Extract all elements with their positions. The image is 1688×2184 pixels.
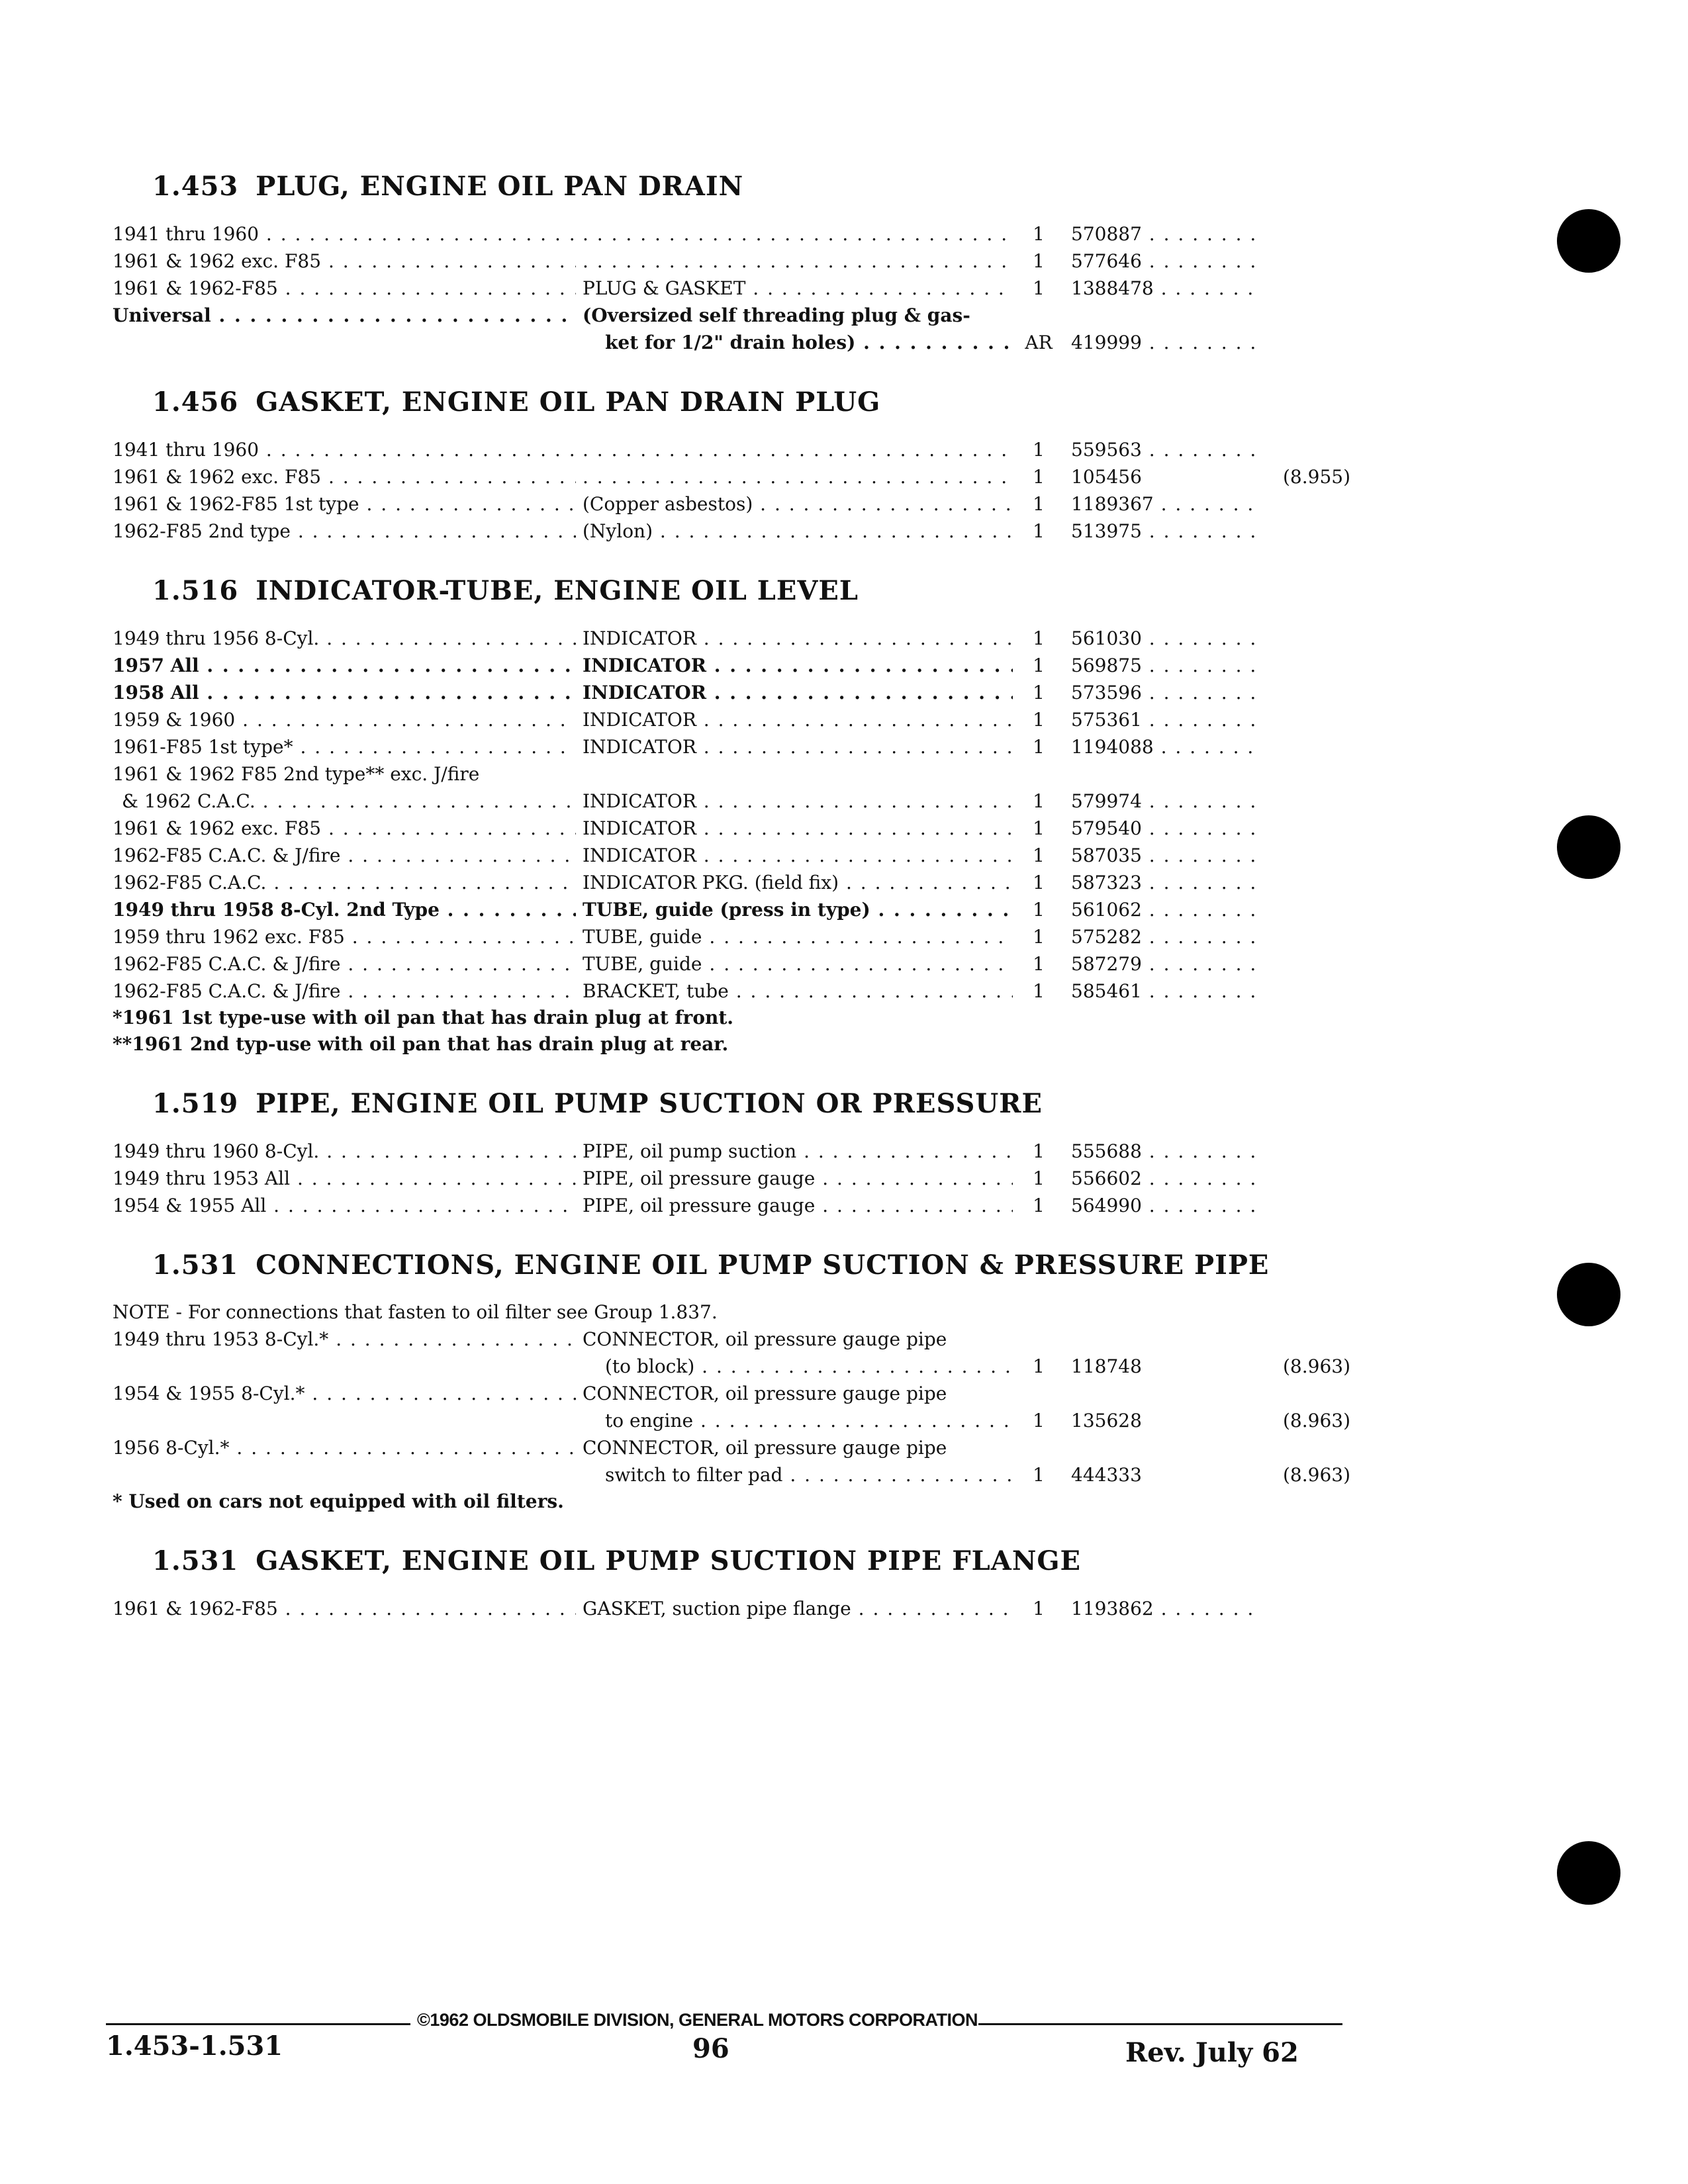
model-applicability: 1961 & 1962-F85 . . . [113, 1595, 576, 1622]
model-applicability: & 1962 C.A.C. . . . [113, 788, 576, 815]
model-applicability: 1958 All . . . [113, 679, 576, 706]
part-description [576, 463, 1013, 490]
quantity: 1 [1033, 493, 1045, 515]
part-number: 555688 . . . [1064, 1138, 1263, 1165]
part-description: switch to filter pad . . . [576, 1461, 1013, 1488]
quantity: 1 [1033, 223, 1045, 245]
part-number: 105456 [1071, 466, 1142, 488]
part-number: 513975 . . . [1064, 518, 1263, 545]
copyright-notice: ©1962 OLDSMOBILE DIVISION, GENERAL MOTORS CORPORATION [417, 2010, 978, 2030]
section-heading [152, 1545, 1350, 1576]
part-row [113, 923, 1350, 950]
section-title: PIPE, ENGINE OIL PUMP SUCTION OR PRESSURE [256, 1088, 1043, 1119]
part-row [113, 733, 1350, 760]
section-note: NOTE - For connections that fasten to oil filter see Group 1.837. [113, 1301, 718, 1323]
section-heading [152, 1250, 1350, 1281]
part-number: 575361 . . . [1064, 706, 1263, 733]
model-applicability: 1962-F85 C.A.C. . . . [113, 869, 576, 896]
part-row [113, 1461, 1350, 1488]
part-description: (Oversized self threading plug & gas- [583, 304, 970, 326]
model-applicability: 1962-F85 C.A.C. & J/fire . . . [113, 842, 576, 869]
group-range: 1.453-1.531 [106, 2030, 283, 2062]
revision-date: Rev. July 62 [1125, 2037, 1299, 2068]
quantity: 1 [1033, 250, 1045, 272]
model-applicability: 1961 & 1962 F85 2nd type** exc. J/fire [113, 763, 480, 785]
part-number: 569875 . . . [1064, 652, 1263, 679]
model-applicability: 1961 & 1962 exc. F85 . . . [113, 248, 576, 275]
part-number: 577646 . . . [1064, 248, 1263, 275]
part-row [113, 220, 1350, 248]
model-applicability: 1961 & 1962-F85 . . . [113, 275, 576, 302]
model-applicability: 1961 & 1962-F85 1st type . . . [113, 490, 576, 518]
model-applicability: 1949 thru 1960 8-Cyl. . . . [113, 1138, 576, 1165]
part-number: 587323 . . . [1064, 869, 1263, 896]
quantity: 1 [1033, 1167, 1045, 1189]
quantity: 1 [1033, 655, 1045, 676]
part-description: INDICATOR . . . [576, 652, 1013, 679]
part-description: BRACKET, tube . . . [576, 978, 1013, 1005]
part-number: 135628 [1071, 1410, 1142, 1432]
part-row [113, 842, 1350, 869]
section-number: 1.453 [152, 171, 239, 202]
footnote: **1961 2nd typ-use with oil pan that has drain plug at rear. [113, 1033, 729, 1055]
section-title: PLUG, ENGINE OIL PAN DRAIN [256, 171, 744, 202]
part-row [113, 463, 1350, 490]
part-number: 1193862 . . . [1064, 1595, 1263, 1622]
footnote: *1961 1st type-use with oil pan that has drain plug at front. [113, 1007, 734, 1028]
part-number: 1194088 . . . [1064, 733, 1263, 760]
section-number: 1.456 [152, 387, 239, 418]
binder-hole-icon [1557, 1841, 1620, 1905]
catalog-section [113, 387, 1350, 545]
part-number: 118748 [1071, 1355, 1142, 1377]
reference-group: (8.963) [1282, 1464, 1350, 1486]
part-row [113, 869, 1350, 896]
part-row [113, 1380, 1350, 1407]
quantity: 1 [1033, 736, 1045, 758]
part-description: PIPE, oil pump suction . . . [576, 1138, 1013, 1165]
part-number: 564990 . . . [1064, 1192, 1263, 1219]
quantity: 1 [1033, 817, 1045, 839]
part-description: (Copper asbestos) . . . [576, 490, 1013, 518]
catalog-section [113, 1250, 1350, 1515]
catalog-section [113, 171, 1350, 356]
part-row [113, 275, 1350, 302]
part-row [113, 760, 1350, 788]
part-row [113, 896, 1350, 923]
part-description: INDICATOR . . . [576, 842, 1013, 869]
catalog-section [113, 1088, 1350, 1219]
part-number: 579540 . . . [1064, 815, 1263, 842]
part-number: 561062 . . . [1064, 896, 1263, 923]
quantity: 1 [1033, 899, 1045, 921]
footer-rule-right [978, 2023, 1342, 2025]
parts-catalog [113, 171, 1350, 1653]
section-title: CONNECTIONS, ENGINE OIL PUMP SUCTION & PRESSURE PIPE [256, 1250, 1270, 1281]
binder-hole-icon [1557, 1263, 1620, 1326]
reference-group: (8.963) [1282, 1410, 1350, 1432]
model-applicability: 1961-F85 1st type* . . . [113, 733, 576, 760]
part-row [113, 706, 1350, 733]
quantity: 1 [1033, 520, 1045, 542]
part-number: 559563 . . . [1064, 436, 1263, 463]
reference-group: (8.963) [1282, 1355, 1350, 1377]
binder-hole-icon [1557, 815, 1620, 879]
part-row [113, 1353, 1350, 1380]
part-row [113, 1138, 1350, 1165]
quantity: 1 [1033, 980, 1045, 1002]
part-number: 575282 . . . [1064, 923, 1263, 950]
part-number: 1388478 . . . [1064, 275, 1263, 302]
part-number: 556602 . . . [1064, 1165, 1263, 1192]
quantity: 1 [1033, 790, 1045, 812]
quantity: 1 [1033, 709, 1045, 731]
part-description: (Nylon) . . . [576, 518, 1013, 545]
quantity: 1 [1033, 439, 1045, 461]
model-applicability: 1959 & 1960 . . . [113, 706, 576, 733]
part-row [113, 1326, 1350, 1353]
part-description: INDICATOR . . . [576, 679, 1013, 706]
part-description [576, 220, 1013, 248]
part-number: 587035 . . . [1064, 842, 1263, 869]
part-description: TUBE, guide . . . [576, 950, 1013, 978]
part-row [113, 436, 1350, 463]
part-description: PLUG & GASKET . . . [576, 275, 1013, 302]
model-applicability: 1949 thru 1958 8-Cyl. 2nd Type . . . [113, 896, 576, 923]
part-description: PIPE, oil pressure gauge . . . [576, 1192, 1013, 1219]
section-heading [152, 1088, 1350, 1119]
part-description: INDICATOR . . . [576, 625, 1013, 652]
part-description: CONNECTOR, oil pressure gauge pipe [583, 1437, 947, 1459]
part-row [113, 788, 1350, 815]
part-description: ket for 1/2" drain holes) . . . [576, 329, 1013, 356]
quantity: 1 [1033, 627, 1045, 649]
part-description: INDICATOR . . . [576, 733, 1013, 760]
part-description: CONNECTOR, oil pressure gauge pipe [583, 1383, 947, 1404]
part-number: 585461 . . . [1064, 978, 1263, 1005]
part-row [113, 950, 1350, 978]
model-applicability: 1954 & 1955 All . . . [113, 1192, 576, 1219]
part-number: 561030 . . . [1064, 625, 1263, 652]
part-description: (to block) . . . [576, 1353, 1013, 1380]
part-number: 587279 . . . [1064, 950, 1263, 978]
part-row [113, 1407, 1350, 1434]
quantity: AR [1025, 332, 1053, 353]
quantity: 1 [1033, 682, 1045, 704]
model-applicability: Universal . . . [113, 302, 576, 329]
catalog-section [113, 1545, 1350, 1622]
part-row [113, 652, 1350, 679]
part-row [113, 1434, 1350, 1461]
quantity: 1 [1033, 1464, 1045, 1486]
part-row [113, 248, 1350, 275]
part-description: PIPE, oil pressure gauge . . . [576, 1165, 1013, 1192]
quantity: 1 [1033, 844, 1045, 866]
section-number: 1.519 [152, 1088, 239, 1119]
footnote: * Used on cars not equipped with oil filters. [113, 1490, 564, 1512]
part-number: 570887 . . . [1064, 220, 1263, 248]
section-number: 1.531 [152, 1545, 239, 1576]
part-description: INDICATOR . . . [576, 815, 1013, 842]
model-applicability: 1956 8-Cyl.* . . . [113, 1434, 576, 1461]
quantity: 1 [1033, 872, 1045, 893]
reference-group: (8.955) [1282, 466, 1350, 488]
model-applicability: 1941 thru 1960 . . . [113, 220, 576, 248]
part-number: 419999 . . . [1064, 329, 1263, 356]
part-number: 1189367 . . . [1064, 490, 1263, 518]
part-description: TUBE, guide (press in type) . . . [576, 896, 1013, 923]
section-title: GASKET, ENGINE OIL PUMP SUCTION PIPE FLANGE [256, 1545, 1082, 1576]
part-description: CONNECTOR, oil pressure gauge pipe [583, 1328, 947, 1350]
catalog-section [113, 575, 1350, 1058]
part-description: INDICATOR . . . [576, 788, 1013, 815]
quantity: 1 [1033, 1355, 1045, 1377]
part-row [113, 329, 1350, 356]
model-applicability: 1949 thru 1953 8-Cyl.* . . . [113, 1326, 576, 1353]
model-applicability: 1961 & 1962 exc. F85 . . . [113, 815, 576, 842]
part-row [113, 1192, 1350, 1219]
section-title: GASKET, ENGINE OIL PAN DRAIN PLUG [256, 387, 881, 418]
model-applicability: 1954 & 1955 8-Cyl.* . . . [113, 1380, 576, 1407]
model-applicability: 1949 thru 1956 8-Cyl. . . . [113, 625, 576, 652]
part-number: 579974 . . . [1064, 788, 1263, 815]
section-title: INDICATOR-TUBE, ENGINE OIL LEVEL [256, 575, 859, 606]
model-applicability: 1941 thru 1960 . . . [113, 436, 576, 463]
quantity: 1 [1033, 1195, 1045, 1216]
model-applicability: 1959 thru 1962 exc. F85 . . . [113, 923, 576, 950]
part-description: to engine . . . [576, 1407, 1013, 1434]
quantity: 1 [1033, 466, 1045, 488]
page-number: 96 [692, 2033, 729, 2064]
model-applicability: 1962-F85 C.A.C. & J/fire . . . [113, 950, 576, 978]
section-number: 1.516 [152, 575, 239, 606]
quantity: 1 [1033, 1410, 1045, 1432]
section-number: 1.531 [152, 1250, 239, 1281]
model-applicability: 1962-F85 2nd type . . . [113, 518, 576, 545]
part-description: INDICATOR PKG. (field fix) . . . [576, 869, 1013, 896]
part-row [113, 679, 1350, 706]
model-applicability: 1949 thru 1953 All . . . [113, 1165, 576, 1192]
part-description: TUBE, guide . . . [576, 923, 1013, 950]
quantity: 1 [1033, 1140, 1045, 1162]
model-applicability: 1962-F85 C.A.C. & J/fire . . . [113, 978, 576, 1005]
quantity: 1 [1033, 1598, 1045, 1619]
quantity: 1 [1033, 926, 1045, 948]
footer-rule-left [106, 2023, 410, 2025]
part-row [113, 1165, 1350, 1192]
part-row [113, 518, 1350, 545]
part-row [113, 978, 1350, 1005]
part-number: 444333 [1071, 1464, 1142, 1486]
part-number: 573596 . . . [1064, 679, 1263, 706]
section-heading [152, 575, 1350, 606]
part-row [113, 302, 1350, 329]
model-applicability: 1957 All . . . [113, 652, 576, 679]
model-applicability: 1961 & 1962 exc. F85 . . . [113, 463, 576, 490]
part-row [113, 1595, 1350, 1622]
quantity: 1 [1033, 277, 1045, 299]
section-heading [152, 171, 1350, 202]
part-row [113, 625, 1350, 652]
binder-hole-icon [1557, 209, 1620, 273]
quantity: 1 [1033, 953, 1045, 975]
part-description [576, 436, 1013, 463]
section-heading [152, 387, 1350, 418]
part-description: INDICATOR . . . [576, 706, 1013, 733]
part-row [113, 815, 1350, 842]
part-row [113, 490, 1350, 518]
part-description [576, 248, 1013, 275]
part-description: GASKET, suction pipe flange . . . [576, 1595, 1013, 1622]
